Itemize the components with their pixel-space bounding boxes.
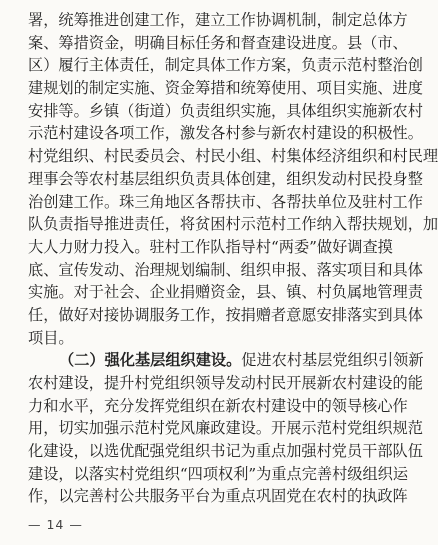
- text-line: 力和水平，充分发挥党组织在新农村建设中的领导核心作: [28, 396, 408, 415]
- document-body: [28, 9, 438, 508]
- text-line: 项目。: [28, 328, 74, 347]
- text-line: 示范村建设各项工作，激发各村参与新农村建设的积极性。: [28, 124, 423, 143]
- text-line: 安排等。乡镇（街道）负责组织实施，具体组织实施新农村: [28, 101, 423, 120]
- text-line: 案、筹措资金，明确目标任务和督查建设进度。县（市、: [28, 33, 408, 52]
- text-line: 村党组织、村民委员会、村民小组、村集体经济组织和村民理: [28, 147, 438, 166]
- text-line: 队负责指导推进责任，将贫困村示范村工作纳入帮扶规划，加: [28, 215, 438, 234]
- text-line: 理事会等农村基层组织负责具体创建，组织发动村民投身整: [28, 169, 423, 188]
- text-line: 建规划的制定实施、资金筹措和统筹使用、项目实施、进度: [28, 79, 423, 98]
- text-line: 区）履行主体责任，制定具体工作方案，负责示范村整治创: [28, 56, 423, 75]
- text-line: 署，统筹推进创建工作，建立工作协调机制，制定总体方: [28, 11, 408, 29]
- text-line: 任，做好对接协调服务工作，按捐赠者意愿安排落实到具体: [28, 305, 423, 324]
- heading-line-text: 促进农村基层党组织引领新: [241, 351, 424, 370]
- text-line: 治创建工作。珠三角地区各帮扶市、各帮扶单位及驻村工作: [28, 192, 423, 211]
- section-heading: （二）强化基层组织建设。: [59, 351, 242, 370]
- page-number: — 14 —: [28, 517, 83, 532]
- paragraph-grassroots-organization: [28, 349, 424, 508]
- paragraph-implementation-duties: [28, 9, 438, 349]
- text-line: 作，以完善村公共服务平台为重点巩固党在农村的执政阵: [28, 487, 408, 506]
- text-line: 实施。对于社会、企业捐赠资金，县、镇、村负属地管理责: [28, 283, 423, 302]
- text-line: 大人力财力投入。驻村工作队指导村“两委”做好调查摸: [28, 237, 393, 256]
- text-line: 用，切实加强示范村党风廉政建设。开展示范村党组织规范: [28, 419, 423, 438]
- text-line: 建设，以落实村党组织“四项权利”为重点完善村级组织运: [28, 464, 409, 483]
- text-line: 底、宣传发动、治理规划编制、组织申报、落实项目和具体: [28, 260, 423, 279]
- text-line: 化建设，以选优配强党组织书记为重点加强村党员干部队伍: [28, 442, 423, 461]
- paragraph-first-line: [28, 349, 424, 372]
- text-line: 农村建设，提升村党组织领导发动村民开展新农村建设的能: [28, 374, 423, 392]
